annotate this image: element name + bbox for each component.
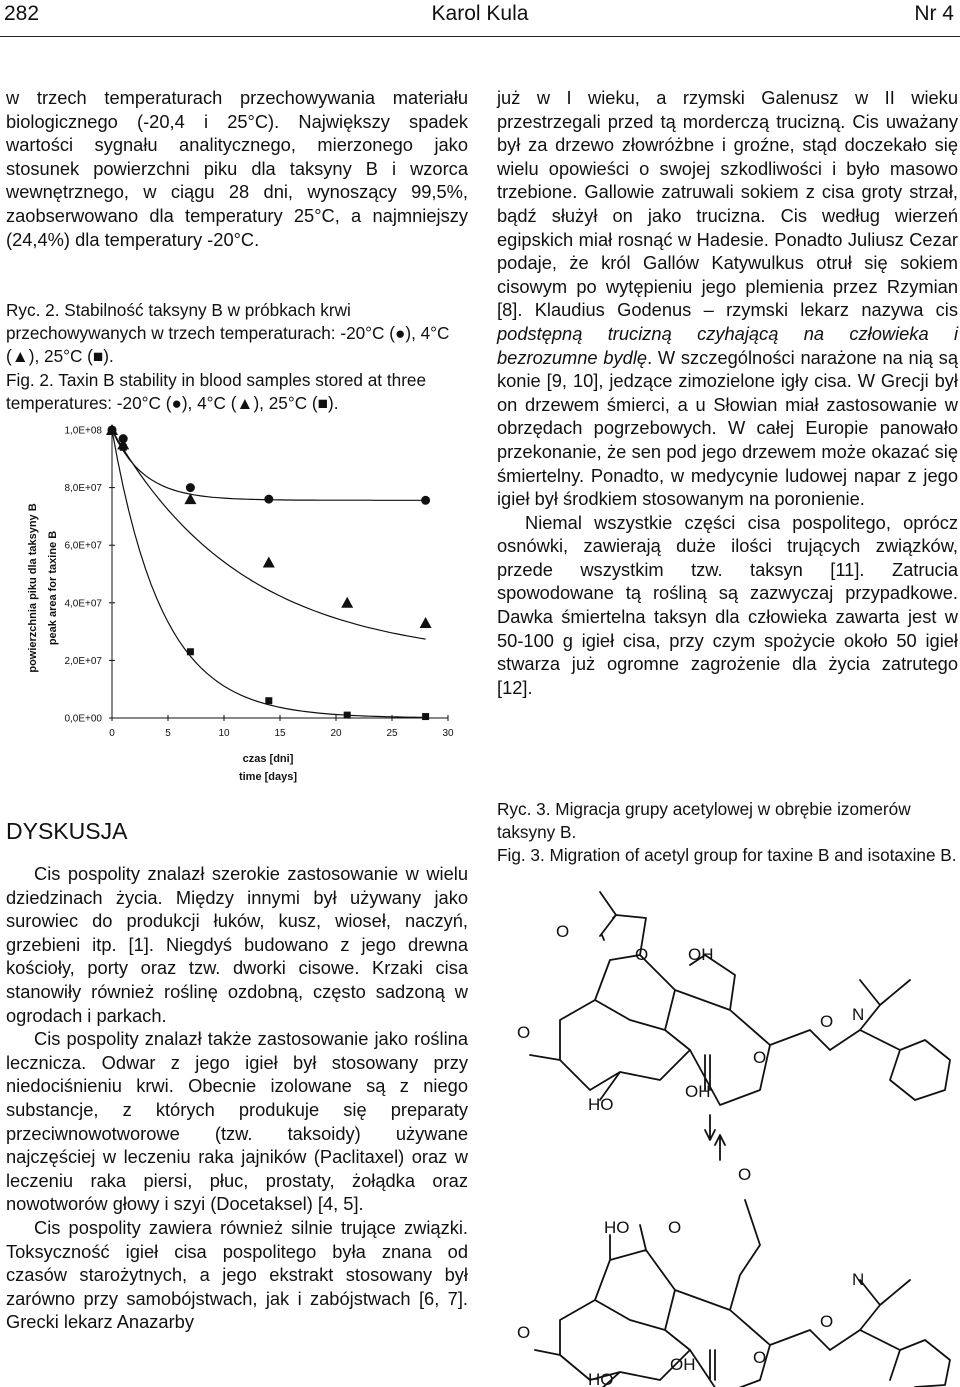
structure-taxine-b	[530, 892, 950, 1105]
right-paragraph-1	[497, 86, 958, 511]
right-p1-quote: podstępną trucizną czyhającą na człowieka i bezrozumne bydlę	[497, 322, 958, 368]
atom-label: O	[738, 1165, 752, 1184]
fig3-structures	[497, 888, 960, 1387]
atom-label: O	[556, 922, 570, 941]
data-point-circle	[421, 496, 430, 505]
x-tick-label: 0	[109, 728, 115, 739]
atom-label: N	[852, 1005, 865, 1024]
series-curve-circle	[112, 430, 426, 500]
fig2-captions	[6, 299, 468, 415]
x-tick-label: 5	[165, 728, 171, 739]
right-paragraph-2: Niemal wszystkie części cisa pospolitego, oprócz osnówki, zawierają duże ilości trujących związków, przede wszystkim tzw. taksyn [11]. Zatrucia spowodowane tą rośliną są zazwyczaj przypadkowe. Dawka śmiertelna taksyn dla człowieka zawarta jest w 50-100 g igieł cisa, przy czym spożycie około 50 igieł stwarza już ogromne zagrożenie dla życia zatrutego [12].	[497, 511, 958, 698]
fig2-caption-en: Fig. 2. Taxin B stability in blood samples stored at three temperatures: -20°C (●), 4°C (▲), 25°C (■).	[6, 369, 427, 413]
x-tick-label: 30	[442, 728, 454, 739]
atom-label: OH	[685, 1082, 711, 1101]
x-tick-label: 20	[330, 728, 342, 739]
header-rule	[0, 36, 960, 37]
x-axis-label-en: time [days]	[238, 771, 298, 783]
atom-label: O	[668, 1218, 682, 1237]
atom-label: O	[753, 1048, 767, 1067]
atom-label: OH	[670, 1355, 696, 1374]
section-heading: DYSKUSJA	[6, 818, 128, 844]
structure-isotaxine-b	[535, 1200, 950, 1387]
data-point-square	[109, 427, 116, 434]
intro-paragraph: w trzech temperaturach przechowywania materiału biologicznego (-20,4 i 25°C). Największy spadek wartości sygnału analitycznego, mierzonego jako stosunek powierzchni piku dla taksyny B i wzorca wewnętrznego, w ciągu 28 dni, wynoszący 99,5%, zaobserwowano dla temperatury 25°C, a najmniejszy (24,4%) dla temperatury -20°C.	[6, 87, 468, 250]
equilibrium-arrows	[705, 1115, 725, 1160]
y-tick-label: 0,0E+00	[64, 713, 102, 725]
fig2-caption-pl: Ryc. 2. Stabilność taksyny B w próbkach krwi przechowywanych w trzech temperaturach: -20°C (●), 4°C (▲), 25°C (■).	[6, 300, 450, 367]
y-tick-label: 1,0E+08	[64, 425, 102, 437]
discussion-text	[6, 862, 468, 1334]
fig3-caption-en: Fig. 3. Migration of acetyl group for taxine B and isotaxine B.	[497, 845, 957, 866]
atom-label: O	[635, 945, 649, 964]
atom-label: N	[852, 1270, 865, 1289]
fig3-captions	[497, 798, 958, 868]
y-tick-label: 2,0E+07	[64, 655, 102, 667]
y-axis-label-pl: powierzchnia piku dla taksyny B	[27, 503, 39, 673]
atom-label: HO	[588, 1370, 614, 1387]
data-point-triangle	[341, 597, 353, 608]
data-point-square	[265, 697, 272, 704]
fig2-chart	[0, 418, 470, 790]
atom-label: OH	[688, 945, 714, 964]
fig3-caption-pl: Ryc. 3. Migracja grupy acetylowej w obrębie izomerów taksyny B.	[497, 799, 911, 843]
x-tick-label: 10	[218, 728, 230, 739]
y-tick-label: 4,0E+07	[64, 598, 102, 610]
y-tick-label: 6,0E+07	[64, 540, 102, 552]
right-text	[497, 86, 958, 699]
y-axis-label-en: peak area for taxine B	[47, 530, 59, 646]
data-point-square	[120, 444, 127, 451]
issue-number: Nr 4	[914, 2, 954, 25]
x-tick-label: 15	[274, 728, 286, 739]
discussion-paragraph-2: Cis pospolity znalazł także zastosowanie jako roślina lecznicza. Odwar z jego igieł był stosowany przy niedociśnieniu krwi. Obecnie izolowane są z niego substancje, z których produkuje się preparaty przeciwnowotworowe (tzw. taksoidy) używane najczęściej w leczeniu raka jajników (Paclitaxel) oraz w leczeniu raka piersi, płuc, prostaty, żołądka oraz nowotworów głowy i szyi (Docetaksel) [4, 5].	[6, 1028, 468, 1215]
atom-label: HO	[588, 1095, 614, 1114]
atom-label: O	[517, 1323, 531, 1342]
data-point-square	[344, 712, 351, 719]
series-curve-triangle	[112, 430, 426, 639]
atom-label: HO	[604, 1218, 630, 1237]
x-axis-label-pl: czas [dni]	[242, 753, 294, 765]
data-point-circle	[264, 495, 273, 504]
atom-label: O	[820, 1012, 834, 1031]
series-curve-square	[112, 430, 426, 717]
discussion-paragraph-3: Cis pospolity zawiera również silnie trujące związki. Toksyczność igieł cisa pospolitego była znana od czasów starożytnych, a jego ekstrakt stosowany był zarówno przy samobójstwach, jak i zabójstwach [6, 7]. Grecki lekarz Anazarby	[6, 1216, 468, 1333]
running-author: Karol Kula	[431, 2, 529, 25]
data-point-triangle	[263, 556, 275, 567]
data-point-square	[422, 713, 429, 720]
atom-label: O	[517, 1023, 531, 1042]
x-tick-label: 25	[386, 728, 398, 739]
right-p1-end: . W szczególności narażone na nią są konie [9, 10], jedzące zimozielone igły cisa. W Grecji był on drzewem śmierci, a u Słowian miał zastosowanie w obrzędach pogrzebowych. W całej Europie panowało przekonanie, że sen pod jego drzewem może okazać się śmiertelny. Ponadto, w medycynie ludowej napar z jego igieł był środkiem stosowanym na poronienie.	[497, 346, 958, 510]
y-tick-label: 8,0E+07	[64, 483, 102, 495]
right-p1-start: już w I wieku, a rzymski Galenusz w II wieku przestrzegali przed tą morderczą trucizną. Cis uważany był za drzewo złowróżbne i groźne, stąd doczekało się wielu opowieści o swojej szkodliwości i było masowo trzebione. Gallowie zatruwali sokiem z cisa groty strzał, bądź służył on jako trucizna. Cis według wierzeń egipskich miał rosnąć w Hadesie. Ponadto Juliusz Cezar podaje, że król Gallów Katywulkus otruł się sokiem cisowym po wytępieniu jego plemienia przez Rzymian [8]. Klaudius Godenus – rzymski lekarz nazywa cis	[497, 87, 958, 321]
data-point-triangle	[420, 617, 432, 628]
atom-label: O	[820, 1312, 834, 1331]
page-number: 282	[4, 2, 40, 25]
data-point-square	[187, 648, 194, 655]
discussion-paragraph-1: Cis pospolity znalazł szerokie zastosowanie w wielu dziedzinach życia. Między innymi był używany jako surowiec do produkcji łuków, kusz, wioseł, naczyń, grzebieni itp. [1]. Niegdyś budowano z jego drewna kościoły, porty oraz tzw. dworki cisowe. Krzaki cisa stanowiły również roślinę ozdobną, często sadzoną w ogrodach i parkach.	[6, 863, 468, 1026]
data-point-circle	[186, 483, 195, 492]
atom-label: O	[753, 1348, 767, 1367]
